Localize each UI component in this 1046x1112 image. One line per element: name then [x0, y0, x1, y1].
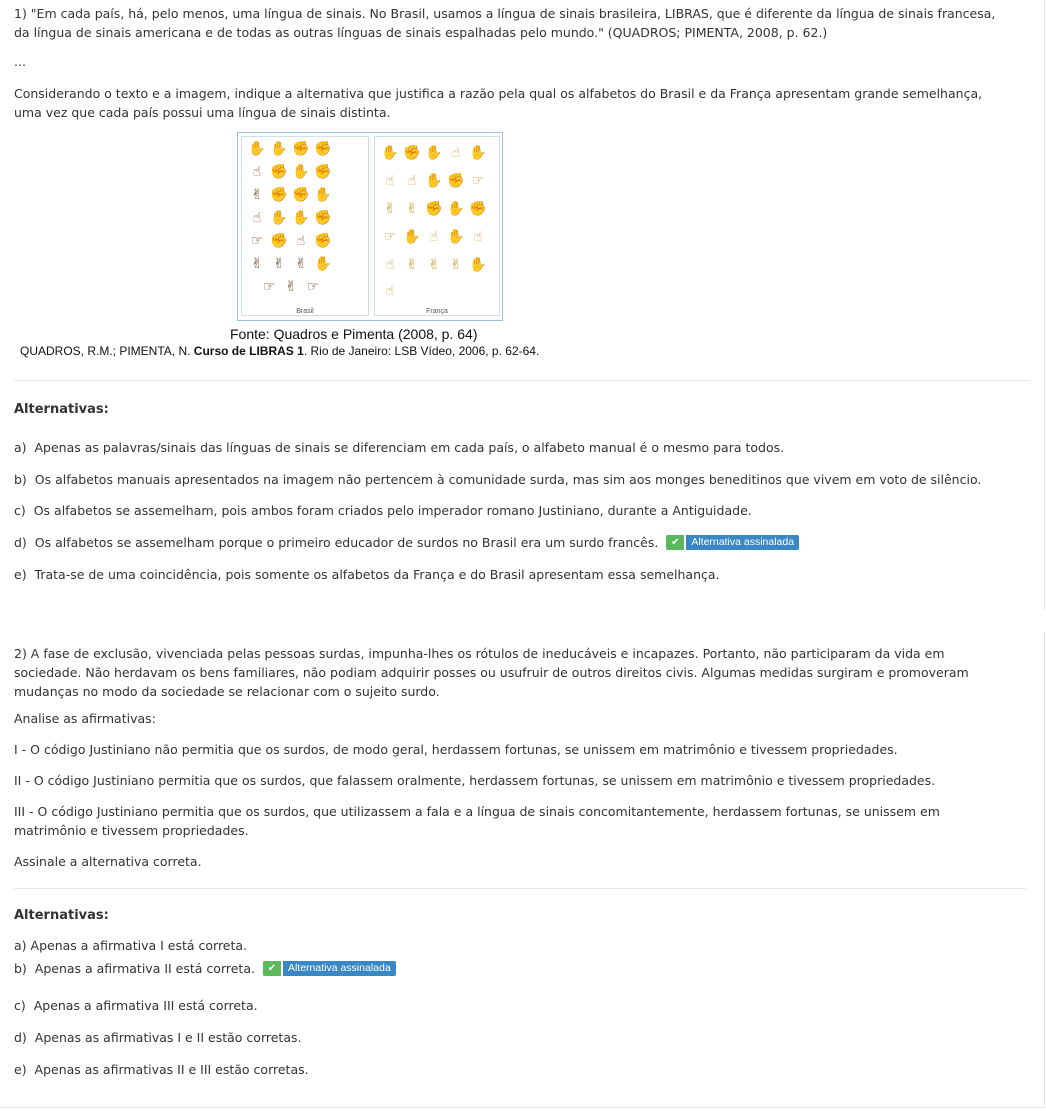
- reference-suffix: . Rio de Janeiro: LSB Vídeo, 2006, p. 62-64.: [303, 344, 540, 358]
- q1-option-b[interactable]: [14, 470, 1020, 489]
- brazil-alphabet-panel: ✋ ✋ ✊ ✊ ☝ ✊ ✋ ✊ ✌ ✊ ✊ ✋ ☝ ✋ ✋ ✊ ☞ ✊ ☝ ✊ ✌ ✌ ✌ ✋ ☞ ✌ ☞ Brasil: [241, 136, 369, 316]
- divider: [14, 380, 1030, 381]
- q1-option-e[interactable]: [14, 565, 1020, 584]
- q2-option-a[interactable]: [14, 936, 1034, 955]
- option-text: Os alfabetos se assemelham, pois ambos foram criados pelo imperador romano Justiniano, durante a Antiguidade.: [33, 503, 752, 518]
- option-letter: a): [14, 440, 27, 455]
- q2-analise: Analise as afirmativas:: [14, 711, 156, 726]
- q1-stem-line-2: da língua de sinais americana e de todas as outras línguas de sinais espalhadas pelo mundo." (QUADROS; PIMENTA, 2008, p. 62.): [14, 25, 828, 40]
- option-text: Apenas a afirmativa II está correta.: [34, 961, 255, 976]
- option-text: Apenas as afirmativas II e III estão corretas.: [34, 1062, 309, 1077]
- q2-affirmative-3-line-2: matrimônio e tivessem propriedades.: [14, 823, 249, 838]
- option-text: Apenas as palavras/sinais das línguas de sinais se diferenciam em cada país, o alfabeto manual é o mesmo para todos.: [34, 440, 785, 455]
- hand-alphabet-figure: [237, 132, 503, 321]
- q1-option-d[interactable]: [14, 533, 1020, 552]
- option-text: Apenas a afirmativa I está correta.: [30, 938, 248, 953]
- selected-badge-label: Alternativa assinalada: [686, 535, 799, 550]
- q1-alternatives-heading: Alternativas:: [14, 402, 109, 417]
- q2-option-e[interactable]: [14, 1060, 1034, 1079]
- reference-title: Curso de LIBRAS 1: [193, 344, 304, 358]
- q1-ellipsis: ...: [14, 54, 26, 69]
- option-letter: a): [14, 938, 27, 953]
- selected-answer-badge: [666, 535, 799, 550]
- check-icon: ✔: [263, 961, 281, 976]
- question-2-card: [0, 632, 1045, 1108]
- option-text: Apenas as afirmativas I e II estão corretas.: [34, 1030, 302, 1045]
- option-letter: b): [14, 472, 27, 487]
- q1-prompt-line-1: Considerando o texto e a imagem, indique a alternativa que justifica a razão pela qual os alfabetos do Brasil e da França apresentam grande semelhança,: [14, 86, 983, 101]
- option-letter: e): [14, 567, 27, 582]
- option-text: Os alfabetos se assemelham porque o primeiro educador de surdos no Brasil era um surdo francês.: [34, 535, 659, 550]
- q1-option-a[interactable]: [14, 438, 1020, 457]
- selected-answer-badge: [263, 961, 396, 976]
- card-edge: [1044, 0, 1045, 610]
- option-letter: d): [14, 535, 27, 550]
- figure-source: Fonte: Quadros e Pimenta (2008, p. 64): [230, 326, 478, 342]
- q2-stem-line-3: mudanças no modo da sociedade se relacionar com o sujeito surdo.: [14, 684, 440, 699]
- q2-assinale: Assinale a alternativa correta.: [14, 854, 202, 869]
- option-letter: c): [14, 503, 26, 518]
- check-icon: ✔: [666, 535, 684, 550]
- france-alphabet-panel: ✋ ✊ ✋ ☝ ✋ ☝ ☝ ✋ ✊ ☞ ✌ ✌ ✊ ✋ ✊ ☞ ✋ ☝ ✋ ☝ ☝ ✌ ✌ ✌ ✋ ☝ França: [374, 136, 500, 316]
- divider: [14, 888, 1026, 889]
- reference-prefix: QUADROS, R.M.; PIMENTA, N.: [20, 344, 194, 358]
- selected-badge-label: Alternativa assinalada: [283, 961, 396, 976]
- q1-stem-line-1: 1) "Em cada país, há, pelo menos, uma língua de sinais. No Brasil, usamos a língua de sinais brasileira, LIBRAS, que é diferente da língua de sinais francesa,: [14, 6, 996, 21]
- option-letter: d): [14, 1030, 27, 1045]
- q1-prompt-line-2: uma vez que cada país possui uma língua de sinais distinta.: [14, 105, 391, 120]
- q2-affirmative-2: II - O código Justiniano permitia que os surdos, que falassem oralmente, herdassem fortunas, se unissem em matrimônio e tivessem propriedades.: [14, 773, 936, 788]
- option-letter: c): [14, 998, 26, 1013]
- q1-option-c[interactable]: [14, 501, 1020, 520]
- q2-option-c[interactable]: [14, 996, 1034, 1015]
- option-letter: b): [14, 961, 27, 976]
- option-text: Apenas a afirmativa III está correta.: [33, 998, 258, 1013]
- brazil-label: Brasil: [296, 308, 314, 315]
- q2-alternatives-heading: Alternativas:: [14, 908, 109, 923]
- q2-affirmative-3-line-1: III - O código Justiniano permitia que os surdos, que utilizassem a fala e a língua de sinais concomitantemente, herdassem fortunas, se unissem em: [14, 804, 940, 819]
- q2-option-d[interactable]: [14, 1028, 1034, 1047]
- france-label: França: [426, 308, 448, 315]
- option-text: Trata-se de uma coincidência, pois somente os alfabetos da França e do Brasil apresentam essa semelhança.: [34, 567, 720, 582]
- option-letter: e): [14, 1062, 27, 1077]
- q2-option-b[interactable]: [14, 959, 1034, 978]
- option-text: Os alfabetos manuais apresentados na imagem não pertencem à comunidade surda, mas sim aos monges beneditinos que vivem em voto de silêncio.: [34, 472, 982, 487]
- q2-stem-line-1: 2) A fase de exclusão, vivenciada pelas pessoas surdas, impunha-lhes os rótulos de ineducáveis e incapazes. Portanto, não participaram da vida em: [14, 646, 945, 661]
- q2-affirmative-1: I - O código Justiniano não permitia que os surdos, de modo geral, herdassem fortunas, se unissem em matrimônio e tivessem propriedades.: [14, 742, 898, 757]
- reference: [20, 344, 539, 358]
- q2-stem-line-2: sociedade. Não herdavam os bens familiares, não podiam adquirir posses ou usufruir de outros direitos civis. Algumas medidas surgiram e promoveram: [14, 665, 969, 680]
